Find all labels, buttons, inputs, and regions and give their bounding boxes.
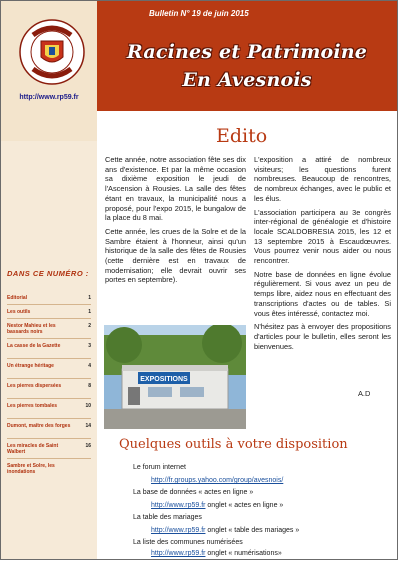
tool-label-marriages: La table des mariages	[133, 514, 202, 521]
masthead-title-line2: En Avesnois	[182, 69, 312, 91]
edito-paragraph: L'exposition a attiré de nombreux visiteurs; les questions furent nombreuses. Beaucoup de rencontres, de nombreux échanges, avec le public et les élus.	[254, 155, 391, 203]
toc-divider	[7, 378, 91, 379]
tool-label-database: La base de données « actes en ligne »	[133, 489, 254, 496]
exhibition-building-photo	[104, 325, 246, 429]
website-link[interactable]: http://www.rp59.fr	[19, 94, 79, 101]
bulletin-number: Bulletin N° 19 de juin 2015	[149, 9, 249, 18]
toc-title: DANS CE NUMÉRO :	[7, 269, 89, 278]
tool-label-forum: Le forum internet	[133, 464, 186, 471]
toc-divider	[7, 438, 91, 439]
edito-signature: A.D	[358, 389, 371, 398]
toc-divider	[7, 398, 91, 399]
toc-divider	[7, 418, 91, 419]
toc-divider	[7, 318, 91, 319]
masthead-title-line1: Racines et Patrimoine	[126, 41, 368, 63]
edito-title: Edito	[216, 125, 268, 147]
tool-link-communes[interactable]: http://www.rp59.fr onglet « numérisations»	[151, 550, 282, 557]
toc-divider	[7, 304, 91, 305]
edito-paragraph: Cette année, les crues de la Solre et de la Sambre étaient à l'honneur, ainsi qu'un historique de la salle des fêtes de Rousies (cette dernière est en travaux de modernisation; elle devrait ouvrir ses portes en septembre).	[105, 226, 246, 285]
photo-sign: EXPOSITIONS	[140, 376, 188, 383]
tool-label-communes: La liste des communes numérisées	[133, 539, 243, 546]
tool-link-database[interactable]: http://www.rp59.fr onglet « actes en ligne »	[151, 502, 284, 509]
tool-link-forum[interactable]: http://fr.groups.yahoo.com/group/avesnois/	[151, 477, 284, 484]
edito-right-column	[254, 155, 391, 355]
tools-section-title: Quelques outils à votre disposition	[119, 437, 348, 452]
edito-paragraph: N'hésitez pas à envoyer des propositions d'articles pour le bulletin, elles seront les bienvenues.	[254, 322, 391, 351]
edito-paragraph: L'association participera au 3e congrès inter-régional de généalogie et d'histoire locale SCALDOBRESIA 2015, les 12 et 13 septembre 2015 à Escaudœuvres. Vous pourrez venir nous aider ou nous rencontrer.	[254, 207, 391, 266]
edito-paragraph: Notre base de données en ligne évolue régulièrement. Si vous avez un peu de temps libre, aidez nous en effectuant des transcriptions d'actes ou de tables. Si vous êtes intéressé, contactez moi.	[254, 269, 391, 318]
association-logo	[19, 19, 85, 85]
bulletin-page: http://www.rp59.fr Bulletin N° 19 de juin 2015 Racines et Patrimoine En Avesnois DANS CE NUMÉRO : Editorial 1 Les outils 1 Nestor Mahieu et les bassards noirs 2 La casse de la Gazette 3 Un étrange héritage 4 Les pierres dispersées 8 Les pierres tombales 10 Dumont, maître des forges 14 Les miracles de Saint Walbert 16 Sambre et Solre, les inondations Edito Cette année, notre association fête ses dix ans d'existence. Et par la même occasion sa dixième exposition le jeudi de l'Ascension à Rousies. La salle des fêtes étant en travaux, la municipalité nous a proposé, pour l'expo 2015, le bungalow de la place du 8 mai. Cette année, les crues de la Solre et de la Sambre étaient à l'honneur, ainsi qu'un historique de la salle des fêtes de Rousies (cette dernière est en travaux de modernisation; elle devrait ouvrir ses portes en septembre). EXPOSITIONS L'exposition a attiré de nombreux visiteurs; les questions furent nombreuses. Beaucoup de rencontres, de nombreux échanges, avec le public et les élus. L'association participera au 3e congrès inter-régional de généalogie et d'histoire locale SCALDOBRESIA 2015, les 12 et 13 septembre 2015 à Escaudœuvres. Vous pourrez venir nous aider ou nous rencontrer. Notre base de données en ligne évolue régulièrement. Si vous avez un peu de temps libre, aidez nous en effectuant des transcriptions d'actes ou de tables. Si vous êtes intéressé, contactez moi. N'hésitez pas à envoyer des propositions d'articles pour le bulletin, elles seront les bienvenues. A.D Quelques outils à votre disposition Le forum internet http://fr.groups.yahoo.com/group/avesnois/ La base de données « actes en ligne » http://www.rp59.fr onglet « actes en ligne » La table des mariages http://www.rp59.fr onglet « table des mariages » La liste des communes numérisées http://www.rp59.fr onglet « numérisations»	[0, 0, 398, 560]
edito-paragraph: Cette année, notre association fête ses dix ans d'existence. Et par la même occasion sa dixième exposition le jeudi de l'Ascension à Rousies. La salle des fêtes étant en travaux, la municipalité nous a proposé, pour l'expo 2015, le bungalow de la place du 8 mai.	[105, 155, 246, 223]
toc-divider	[7, 338, 91, 339]
toc-divider	[7, 358, 91, 359]
edito-left-column	[105, 155, 246, 289]
tool-link-marriages[interactable]: http://www.rp59.fr onglet « table des mariages »	[151, 527, 300, 534]
toc-divider	[7, 458, 91, 459]
